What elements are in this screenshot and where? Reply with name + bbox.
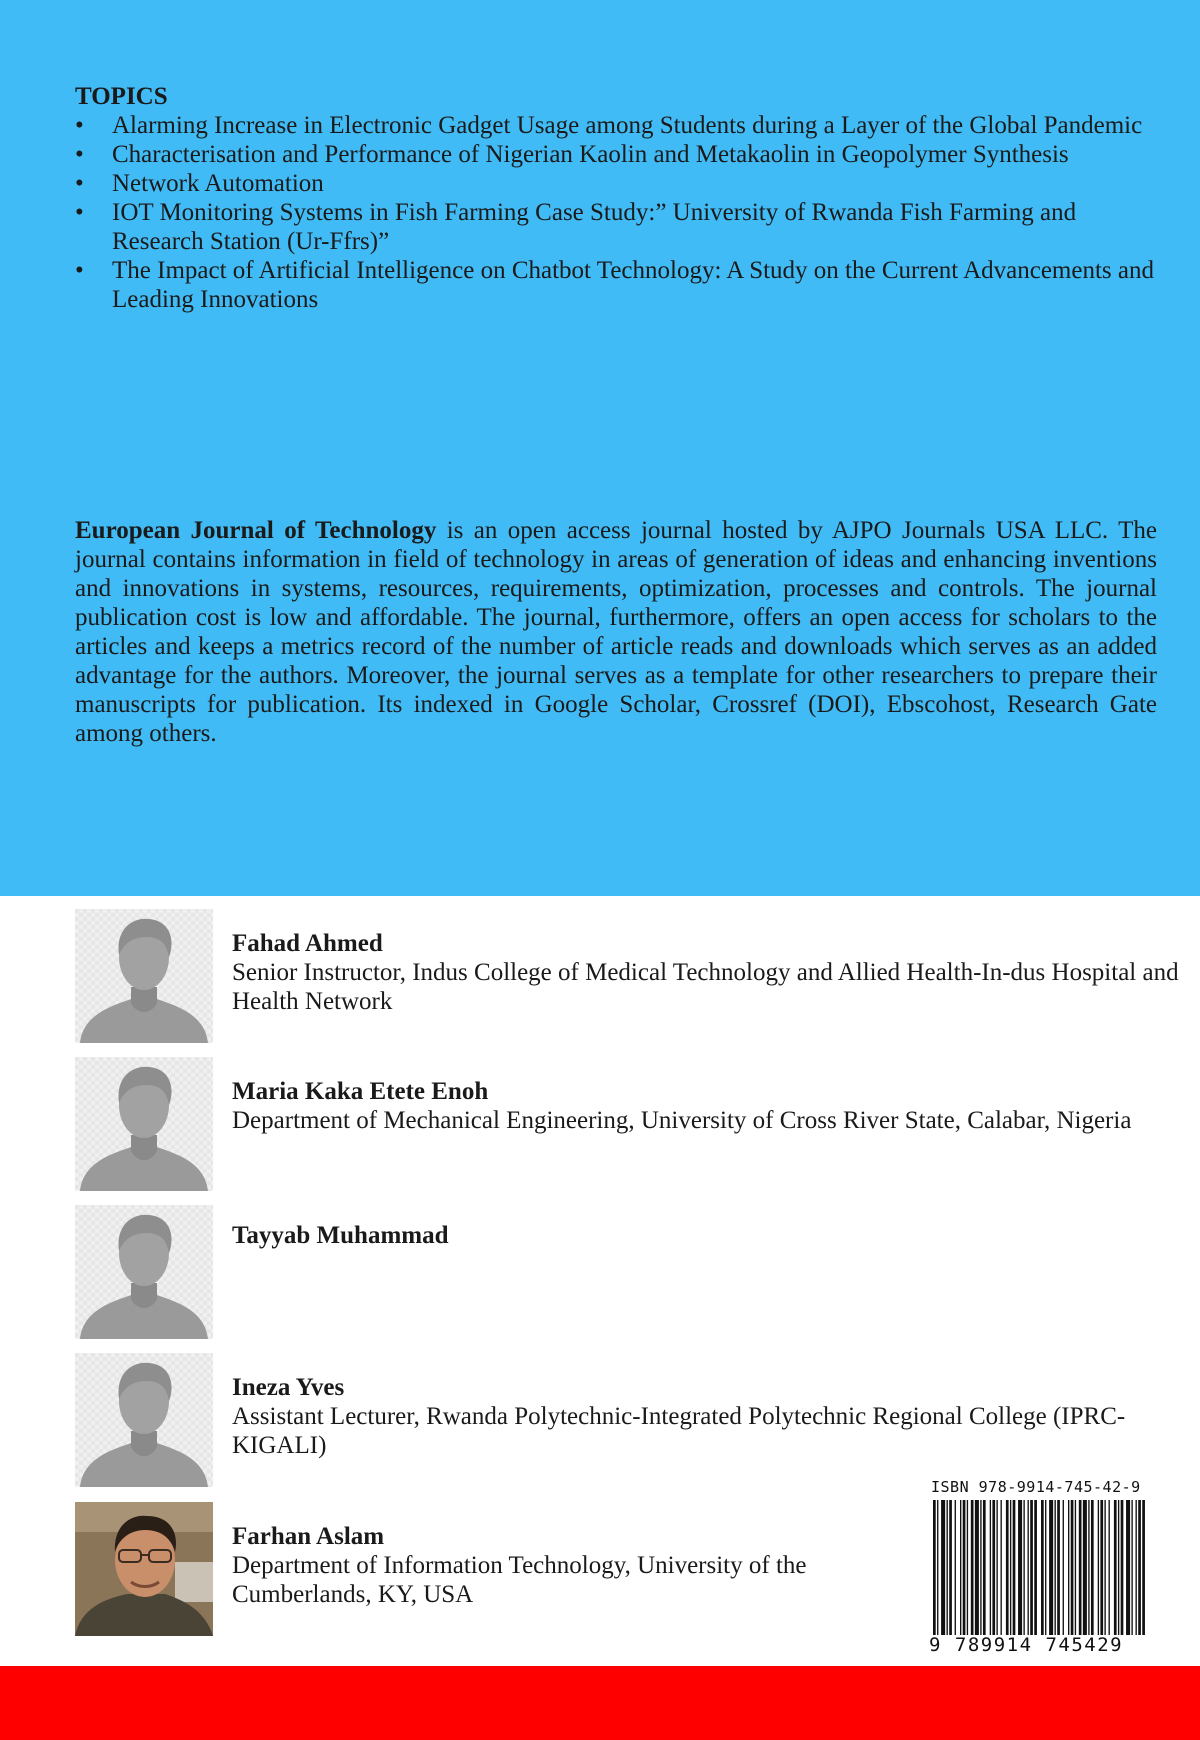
topics-section [75, 82, 1160, 314]
author-entry [75, 909, 1179, 1043]
journal-name: European Journal of Technology [75, 517, 437, 544]
author-affiliation: Department of Information Technology, University of the Cumberlands, KY, USA [232, 1552, 807, 1608]
topic-item: • IOT Monitoring Systems in Fish Farming Case Study:” University of Rwanda Fish Farming and Research Station (Ur-Ffrs)” [75, 198, 1160, 256]
isbn-barcode-block [929, 1478, 1149, 1658]
author-text [232, 1077, 1200, 1135]
placeholder-avatar-icon [75, 909, 213, 1043]
bottom-color-bar [0, 1666, 1200, 1740]
author-affiliation: Department of Mechanical Engineering, University of Cross River State, Calabar, Nigeria [232, 1107, 1132, 1134]
topics-list [75, 111, 1160, 314]
author-text [232, 1221, 1200, 1250]
author-name: Ineza Yves [232, 1374, 345, 1401]
author-text [232, 929, 1200, 1016]
author-entry [75, 1353, 1126, 1487]
author-affiliation: Senior Instructor, Indus College of Medical Technology and Allied Health-In-dus Hospital and Health Network [232, 959, 1179, 1015]
author-text [232, 1522, 952, 1609]
topics-heading: TOPICS [75, 83, 168, 110]
isbn-label: ISBN 978-9914-745-42-9 [931, 1478, 1141, 1496]
topic-item: • The Impact of Artificial Intelligence on Chatbot Technology: A Study on the Current Advancements and Leading Innovations [75, 256, 1160, 314]
author-entry [75, 1205, 1075, 1339]
topic-item: • Alarming Increase in Electronic Gadget Usage among Students during a Layer of the Global Pandemic [75, 111, 1160, 140]
author-affiliation: Assistant Lecturer, Rwanda Polytechnic-Integrated Polytechnic Regional College (IPRC-KIGALI) [232, 1403, 1126, 1459]
journal-description-body: is an open access journal hosted by AJPO Journals USA LLC. The journal contains information in field of technology in areas of generation of ideas and enhancing inventions and innovations in systems, resources, requirements, optimization, processes and controls. The journal publication cost is low and affordable. The journal, furthermore, offers an open access for scholars to the articles and keeps a metrics record of the number of article reads and downloads which serves as an added advantage for the authors. Moreover, the journal serves as a template for other researchers to prepare their manuscripts for publication. Its indexed in Google Scholar, Crossref (DOI), Ebscohost, Research Gate among others. [75, 517, 1157, 747]
author-name: Tayyab Muhammad [232, 1222, 449, 1249]
author-entry [75, 1057, 1132, 1191]
barcode-icon [929, 1500, 1149, 1635]
author-text [232, 1373, 1200, 1460]
author-name: Fahad Ahmed [232, 930, 383, 957]
journal-description [75, 516, 1157, 748]
author-name: Farhan Aslam [232, 1523, 385, 1550]
topic-item: • Characterisation and Performance of Nigerian Kaolin and Metakaolin in Geopolymer Synthesis [75, 140, 1160, 169]
author-name: Maria Kaka Etete Enoh [232, 1078, 489, 1105]
isbn-digits: 9 789914 745429 [929, 1634, 1124, 1656]
placeholder-avatar-icon [75, 1353, 213, 1487]
topic-item: • Network Automation [75, 169, 1160, 198]
author-entry [75, 1502, 1075, 1636]
placeholder-avatar-icon [75, 1205, 213, 1339]
portrait-photo-icon [75, 1502, 213, 1636]
placeholder-avatar-icon [75, 1057, 213, 1191]
